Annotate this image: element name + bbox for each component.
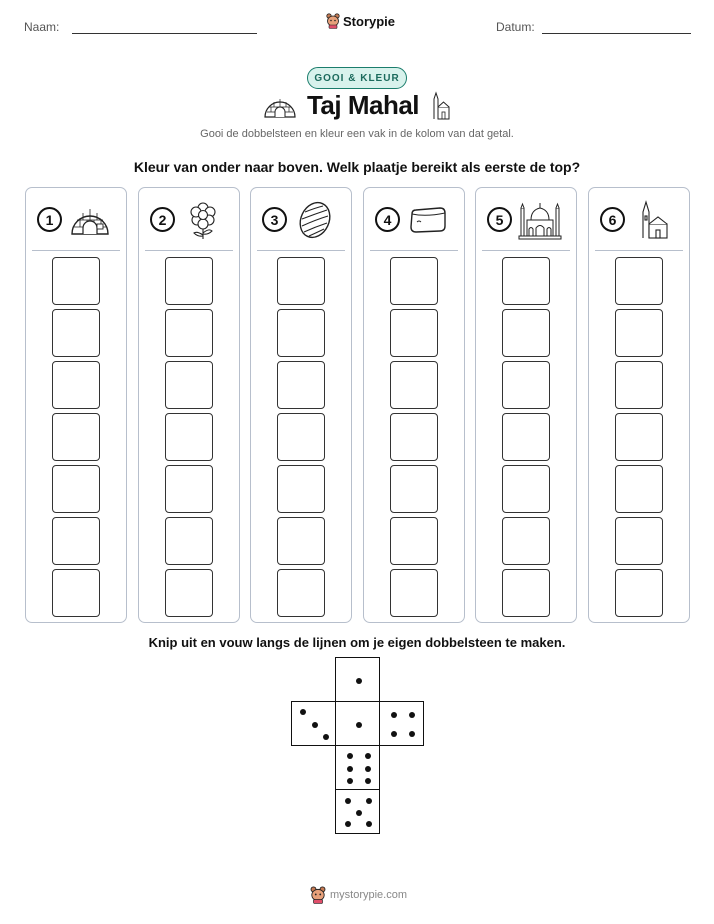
column-divider [595, 250, 683, 251]
dice-pip [347, 778, 353, 784]
dice-pip [391, 712, 397, 718]
color-box[interactable] [165, 257, 213, 305]
dice-face-6 [335, 745, 380, 790]
page-title: Taj Mahal [306, 90, 420, 120]
brand-logo [326, 13, 395, 29]
dice-pip [347, 753, 353, 759]
color-box[interactable] [390, 361, 438, 409]
color-box[interactable] [615, 257, 663, 305]
color-box[interactable] [390, 465, 438, 513]
color-box[interactable] [615, 465, 663, 513]
dice-pip [365, 766, 371, 772]
column-header [139, 188, 239, 250]
color-box[interactable] [165, 413, 213, 461]
column-header [364, 188, 464, 250]
column-divider [257, 250, 345, 251]
color-box[interactable] [52, 569, 100, 617]
date-label: Datum: [496, 20, 535, 34]
storypie-mascot-icon [310, 886, 326, 904]
color-box[interactable] [277, 361, 325, 409]
brand-name: Storypie [343, 13, 396, 29]
column-divider [482, 250, 570, 251]
category-badge: GOOI & KLEUR [307, 67, 407, 89]
color-box[interactable] [615, 309, 663, 357]
dice-pip [323, 734, 329, 740]
color-box[interactable] [277, 517, 325, 565]
dice-pip [366, 798, 372, 804]
column-number: 5 [487, 207, 512, 232]
column-header [476, 188, 576, 250]
color-box[interactable] [52, 413, 100, 461]
column-divider [32, 250, 120, 251]
dice-face-4 [379, 701, 424, 746]
color-box[interactable] [390, 517, 438, 565]
footer-url[interactable]: mystorypie.com [330, 889, 408, 901]
dice-face-1 [335, 701, 380, 746]
easter-egg-icon [293, 200, 337, 240]
igloo-icon [68, 200, 112, 240]
color-box[interactable] [52, 465, 100, 513]
color-box[interactable] [615, 569, 663, 617]
dice-pip [365, 753, 371, 759]
storypie-mascot-icon [326, 13, 340, 29]
column-1 [25, 187, 127, 623]
date-line [542, 33, 691, 34]
color-box[interactable] [615, 413, 663, 461]
column-header [26, 188, 126, 250]
dice-pip [366, 821, 372, 827]
color-box[interactable] [502, 517, 550, 565]
dice-pip [356, 722, 362, 728]
game-instruction: Kleur van onder naar boven. Welk plaatje bereikt als eerste de top? [133, 159, 581, 175]
column-number: 4 [375, 207, 400, 232]
color-box[interactable] [502, 569, 550, 617]
color-box[interactable] [52, 257, 100, 305]
color-box[interactable] [165, 569, 213, 617]
footer [310, 886, 407, 904]
color-box[interactable] [277, 257, 325, 305]
column-number: 3 [262, 207, 287, 232]
dice-pip [300, 709, 306, 715]
color-box[interactable] [165, 309, 213, 357]
dice-pip [409, 712, 415, 718]
dice-pip [347, 766, 353, 772]
column-header [251, 188, 351, 250]
dice-pip [365, 778, 371, 784]
flower-icon [181, 200, 225, 240]
color-box[interactable] [502, 257, 550, 305]
dice-pip [409, 731, 415, 737]
color-box[interactable] [502, 465, 550, 513]
column-number: 6 [600, 207, 625, 232]
color-box[interactable] [390, 257, 438, 305]
column-5 [475, 187, 577, 623]
color-box[interactable] [165, 361, 213, 409]
column-2 [138, 187, 240, 623]
dice-pip [356, 678, 362, 684]
page-subtitle: Gooi de dobbelsteen en kleur een vak in de kolom van dat getal. [200, 128, 514, 140]
color-box[interactable] [52, 517, 100, 565]
dice-face-3 [291, 701, 336, 746]
dice-face-1 [335, 657, 380, 702]
color-box[interactable] [277, 465, 325, 513]
dice-pip [312, 722, 318, 728]
color-box[interactable] [277, 309, 325, 357]
dice-pip [345, 798, 351, 804]
color-box[interactable] [165, 465, 213, 513]
color-box[interactable] [502, 413, 550, 461]
column-4 [363, 187, 465, 623]
column-3 [250, 187, 352, 623]
dice-face-5 [335, 789, 380, 834]
color-box[interactable] [390, 569, 438, 617]
taj-mahal-icon [518, 200, 562, 240]
column-divider [370, 250, 458, 251]
dice-pip [391, 731, 397, 737]
color-box[interactable] [390, 309, 438, 357]
name-label: Naam: [24, 20, 60, 34]
color-box[interactable] [615, 361, 663, 409]
color-box[interactable] [502, 361, 550, 409]
church-icon [631, 200, 675, 240]
column-number: 1 [37, 207, 62, 232]
dice-pip [345, 821, 351, 827]
igloo-icon [263, 93, 297, 119]
color-box[interactable] [502, 309, 550, 357]
color-box[interactable] [390, 413, 438, 461]
column-6 [588, 187, 690, 623]
ice-cube-icon [406, 200, 450, 240]
color-box[interactable] [165, 517, 213, 565]
column-divider [145, 250, 233, 251]
title-row [0, 90, 714, 121]
column-header [589, 188, 689, 250]
color-box[interactable] [615, 517, 663, 565]
dice-instruction: Knip uit en vouw langs de lijnen om je eigen dobbelsteen te maken. [148, 635, 566, 650]
column-number: 2 [150, 207, 175, 232]
dice-pip [356, 810, 362, 816]
color-box[interactable] [52, 361, 100, 409]
name-line [72, 33, 257, 34]
color-box[interactable] [277, 413, 325, 461]
color-box[interactable] [277, 569, 325, 617]
church-icon [429, 91, 451, 121]
color-box[interactable] [52, 309, 100, 357]
